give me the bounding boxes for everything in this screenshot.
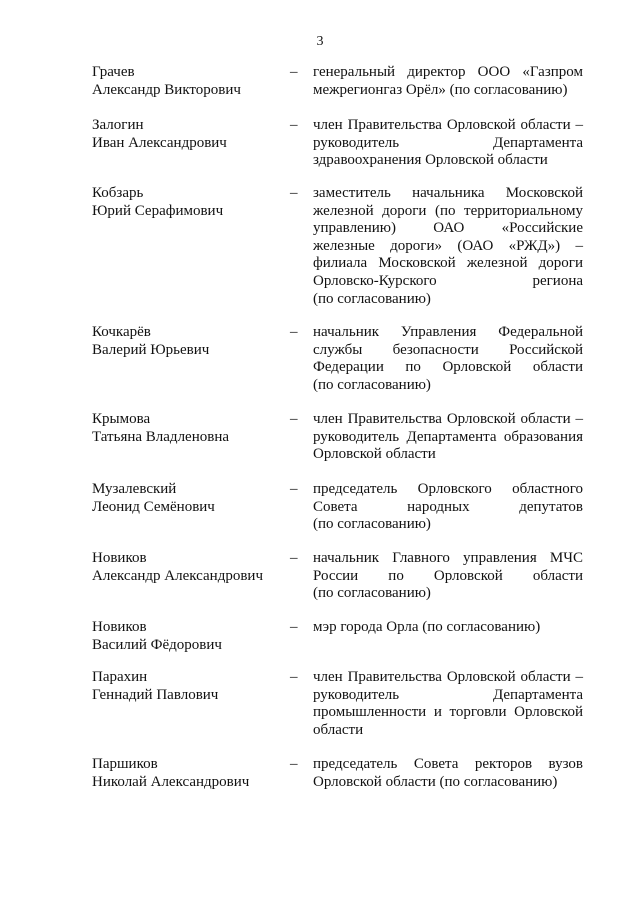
member-position — [313, 619, 583, 637]
dash-separator: – — [290, 64, 298, 80]
position-line: руководитель Департамента образования — [313, 428, 583, 445]
member-given-names: Валерий Юрьевич — [92, 341, 210, 358]
dash-separator: – — [290, 117, 298, 133]
position-line: член Правительства Орловской области – — [313, 411, 583, 427]
position-line: генеральный директор ООО «Газпром — [313, 64, 583, 80]
position-line: Федерации по Орловской области — [313, 359, 583, 376]
position-line: заместитель начальника Московской — [313, 185, 583, 201]
member-name — [92, 185, 282, 220]
position-line: руководитель Департамента — [313, 134, 583, 151]
position-line: промышленности и торговли Орловской — [313, 704, 583, 721]
member-name — [92, 550, 282, 585]
member-surname: Паршиков — [92, 756, 158, 772]
dash-separator: – — [290, 669, 298, 685]
position-line: железной дороги (по территориальному — [313, 202, 583, 219]
member-surname: Кочкарёв — [92, 324, 151, 340]
member-position — [313, 64, 583, 99]
member-given-names: Иван Александрович — [92, 134, 227, 151]
position-line: Орловской области — [313, 446, 436, 463]
member-given-names: Леонид Семёнович — [92, 498, 215, 515]
position-line: член Правительства Орловской области – — [313, 117, 583, 133]
member-position — [313, 324, 583, 394]
position-line: (по согласованию) — [313, 290, 431, 307]
member-surname: Музалевский — [92, 481, 177, 497]
member-given-names: Татьяна Владленовна — [92, 428, 230, 445]
position-line: руководитель Департамента — [313, 686, 583, 703]
position-line: (по согласованию) — [313, 376, 431, 393]
position-line: области — [313, 721, 364, 738]
position-line: член Правительства Орловской области – — [313, 669, 583, 685]
member-surname: Парахин — [92, 669, 148, 685]
member-name — [92, 64, 282, 99]
position-line: железные дороги» (ОАО «РЖД») – — [313, 237, 583, 254]
position-line: мэр города Орла (по согласованию) — [313, 619, 541, 635]
position-line: Орловской области (по согласованию) — [313, 773, 558, 790]
member-surname: Крымова — [92, 411, 151, 427]
member-position — [313, 117, 583, 170]
member-given-names: Юрий Серафимович — [92, 202, 224, 219]
dash-separator: – — [290, 619, 298, 635]
member-given-names: Александр Александрович — [92, 567, 263, 584]
dash-separator: – — [290, 481, 298, 497]
dash-separator: – — [290, 324, 298, 340]
member-surname: Грачев — [92, 64, 135, 80]
member-surname: Новиков — [92, 550, 147, 566]
position-line: управлению) ОАО «Российские — [313, 220, 583, 237]
member-surname: Кобзарь — [92, 185, 144, 201]
member-given-names: Василий Фёдорович — [92, 636, 222, 653]
position-line: (по согласованию) — [313, 585, 431, 602]
member-surname: Новиков — [92, 619, 147, 635]
dash-separator: – — [290, 411, 298, 427]
position-line: службы безопасности Российской — [313, 341, 583, 358]
member-name — [92, 481, 282, 516]
member-position — [313, 185, 583, 308]
position-line: филиала Московской железной дороги — [313, 255, 583, 272]
member-position — [313, 411, 583, 464]
position-line: России по Орловской области — [313, 567, 583, 584]
member-given-names: Николай Александрович — [92, 773, 250, 790]
position-line: здравоохранения Орловской области — [313, 152, 548, 169]
member-surname: Залогин — [92, 117, 144, 133]
dash-separator: – — [290, 185, 298, 201]
member-name — [92, 619, 282, 654]
page-number: 3 — [316, 34, 324, 49]
member-name — [92, 117, 282, 152]
position-line: Орловско-Курского региона — [313, 272, 583, 289]
position-line: начальник Главного управления МЧС — [313, 550, 583, 566]
position-line: межрегионгаз Орёл» (по согласованию) — [313, 81, 568, 98]
member-position — [313, 481, 583, 534]
position-line: начальник Управления Федеральной — [313, 324, 583, 340]
position-line: Совета народных депутатов — [313, 498, 583, 515]
dash-separator: – — [290, 756, 298, 772]
member-given-names: Александр Викторович — [92, 81, 241, 98]
member-name — [92, 324, 282, 359]
member-given-names: Геннадий Павлович — [92, 686, 219, 703]
member-name — [92, 669, 282, 704]
member-position — [313, 550, 583, 603]
member-name — [92, 756, 282, 791]
dash-separator: – — [290, 550, 298, 566]
member-position — [313, 756, 583, 791]
member-position — [313, 669, 583, 739]
position-line: председатель Совета ректоров вузов — [313, 756, 583, 772]
position-line: (по согласованию) — [313, 516, 431, 533]
position-line: председатель Орловского областного — [313, 481, 583, 497]
member-name — [92, 411, 282, 446]
